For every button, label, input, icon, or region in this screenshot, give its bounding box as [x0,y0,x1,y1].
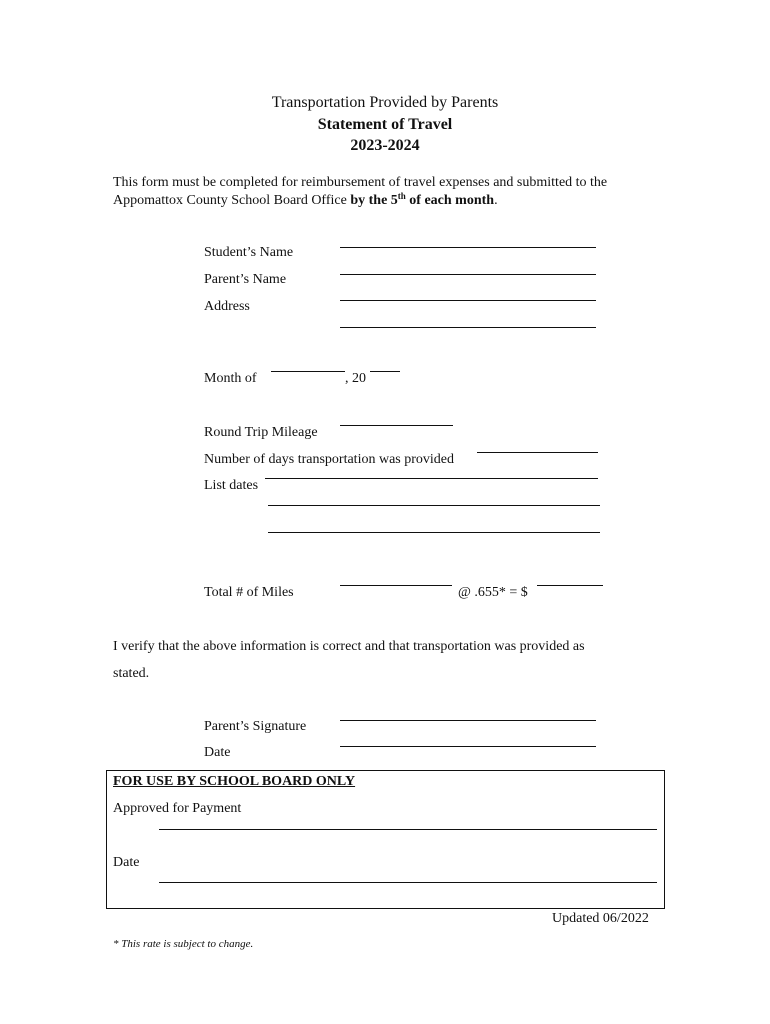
list-dates-label: List dates [204,478,259,493]
verification-text-line1: I verify that the above information is correct and that transportation was provided as [113,639,585,654]
intro-deadline: by the 5th of each month [350,191,495,208]
round-trip-mileage-label: Round Trip Mileage [204,425,318,440]
parent-signature-label: Parent’s Signature [204,719,307,734]
school-board-heading: FOR USE BY SCHOOL BOARD ONLY [113,774,356,789]
list-dates-field-line3[interactable] [268,532,600,533]
intro-text-line1: This form must be completed for reimbursement of travel expenses and submitted to the [113,175,608,190]
signature-date-field[interactable] [340,746,596,747]
verification-text-line2: stated. [113,666,150,681]
total-amount-field[interactable] [537,585,603,586]
rate-footnote: * This rate is subject to change. [113,938,254,950]
parent-signature-field[interactable] [340,720,596,721]
school-board-section [106,770,665,909]
student-name-label: Student’s Name [204,245,294,260]
address-field-line1[interactable] [340,300,596,301]
total-miles-label: Total # of Miles [204,585,294,600]
days-provided-field[interactable] [477,452,598,453]
intro-text-line2: Appomattox County School Board Office by the 5th of each month. [113,191,498,208]
approved-for-payment-field[interactable] [159,829,657,830]
approval-date-field[interactable] [159,882,657,883]
approved-for-payment-label: Approved for Payment [113,801,242,816]
updated-date: Updated 06/2022 [552,911,649,926]
form-title-statement: Statement of Travel [317,116,453,133]
form-title-line1: Transportation Provided by Parents [271,94,499,111]
month-year-separator: , 20 [345,371,366,386]
list-dates-field-line1[interactable] [265,478,598,479]
parent-name-label: Parent’s Name [204,272,287,287]
address-field-line2[interactable] [340,327,596,328]
year-field[interactable] [370,371,400,372]
month-field[interactable] [271,371,345,372]
month-label: Month of [204,371,257,386]
rate-text: @ .655* = $ [458,585,528,600]
round-trip-mileage-field[interactable] [340,425,453,426]
address-label: Address [204,299,250,314]
total-miles-field[interactable] [340,585,452,586]
approval-date-label: Date [113,855,140,870]
student-name-field[interactable] [340,247,596,248]
list-dates-field-line2[interactable] [268,505,600,506]
signature-date-label: Date [204,745,231,760]
parent-name-field[interactable] [340,274,596,275]
intro-text-office: Appomattox County School Board Office [113,193,351,208]
form-title-year: 2023-2024 [350,137,420,154]
days-provided-label: Number of days transportation was provided [204,452,454,467]
